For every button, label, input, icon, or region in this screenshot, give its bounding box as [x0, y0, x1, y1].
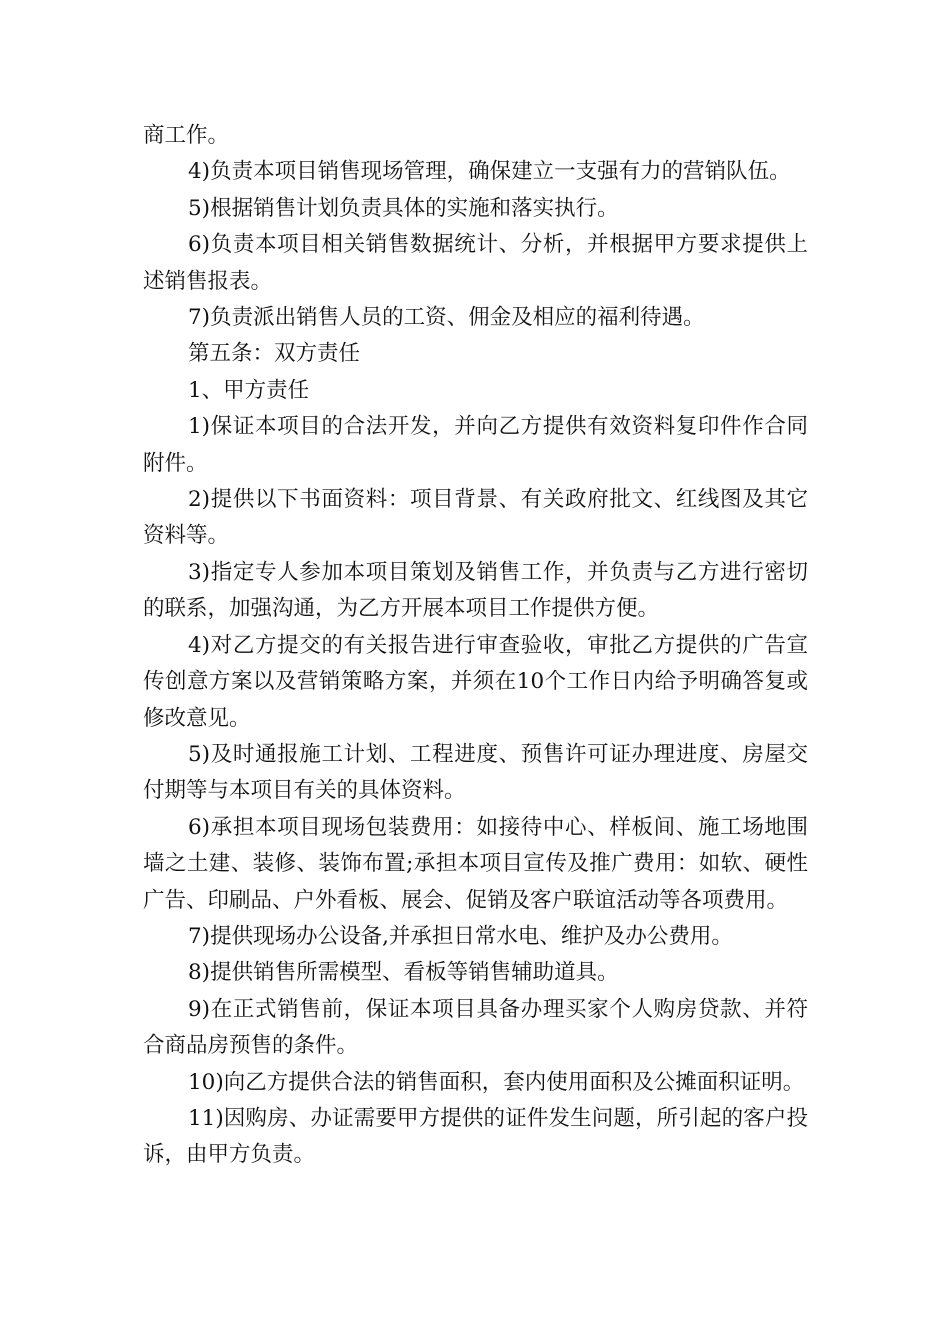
paragraph: 2)提供以下书面资料：项目背景、有关政府批文、红线图及其它资料等。	[143, 487, 808, 549]
paragraph: 4)负责本项目销售现场管理，确保建立一支强有力的营销队伍。	[188, 159, 791, 185]
paragraph: 1)保证本项目的合法开发，并向乙方提供有效资料复印件作合同附件。	[143, 414, 808, 476]
paragraph: 4)对乙方提交的有关报告进行审查验收，审批乙方提供的广告宣传创意方案以及营销策略方案，并须在10个工作日内给予明确答复或修改意见。	[143, 632, 808, 731]
paragraph: 9)在正式销售前，保证本项目具备办理买家个人购房贷款、并符合商品房预售的条件。	[143, 996, 808, 1059]
subsection-heading: 1、甲方责任	[188, 377, 310, 403]
paragraph: 7)负责派出销售人员的工资、佣金及相应的福利待遇。	[188, 305, 705, 331]
paragraph: 5)及时通报施工计划、工程进度、预售许可证办理进度、房屋交付期等与本项目有关的具体资料。	[143, 741, 808, 804]
paragraph: 7)提供现场办公设备,并承担日常水电、维护及办公费用。	[188, 923, 733, 949]
paragraph: 8)提供销售所需模型、看板等销售辅助道具。	[188, 960, 619, 986]
section-heading: 第五条：双方责任	[188, 341, 361, 367]
paragraph: 3)指定专人参加本项目策划及销售工作，并负责与乙方进行密切的联系，加强沟通，为乙方开展本项目工作提供方便。	[143, 559, 808, 622]
paragraph: 商工作。	[143, 123, 230, 148]
paragraph: 10)向乙方提供合法的销售面积，套内使用面积及公摊面积证明。	[188, 1069, 805, 1095]
paragraph: 5)根据销售计划负责具体的实施和落实执行。	[188, 195, 619, 221]
document-body	[143, 118, 808, 1174]
paragraph: 6)负责本项目相关销售数据统计、分析，并根据甲方要求提供上述销售报表。	[143, 232, 808, 294]
paragraph: 6)承担本项目现场包装费用：如接待中心、样板间、施工场地围墙之土建、装修、装饰布置;承担本项目宣传及推广费用：如软、硬性广告、印刷品、户外看板、展会、促销及客户联谊活动等各项费用。	[143, 814, 808, 913]
paragraph: 11)因购房、办证需要甲方提供的证件发生问题，所引起的客户投诉，由甲方负责。	[143, 1105, 808, 1168]
